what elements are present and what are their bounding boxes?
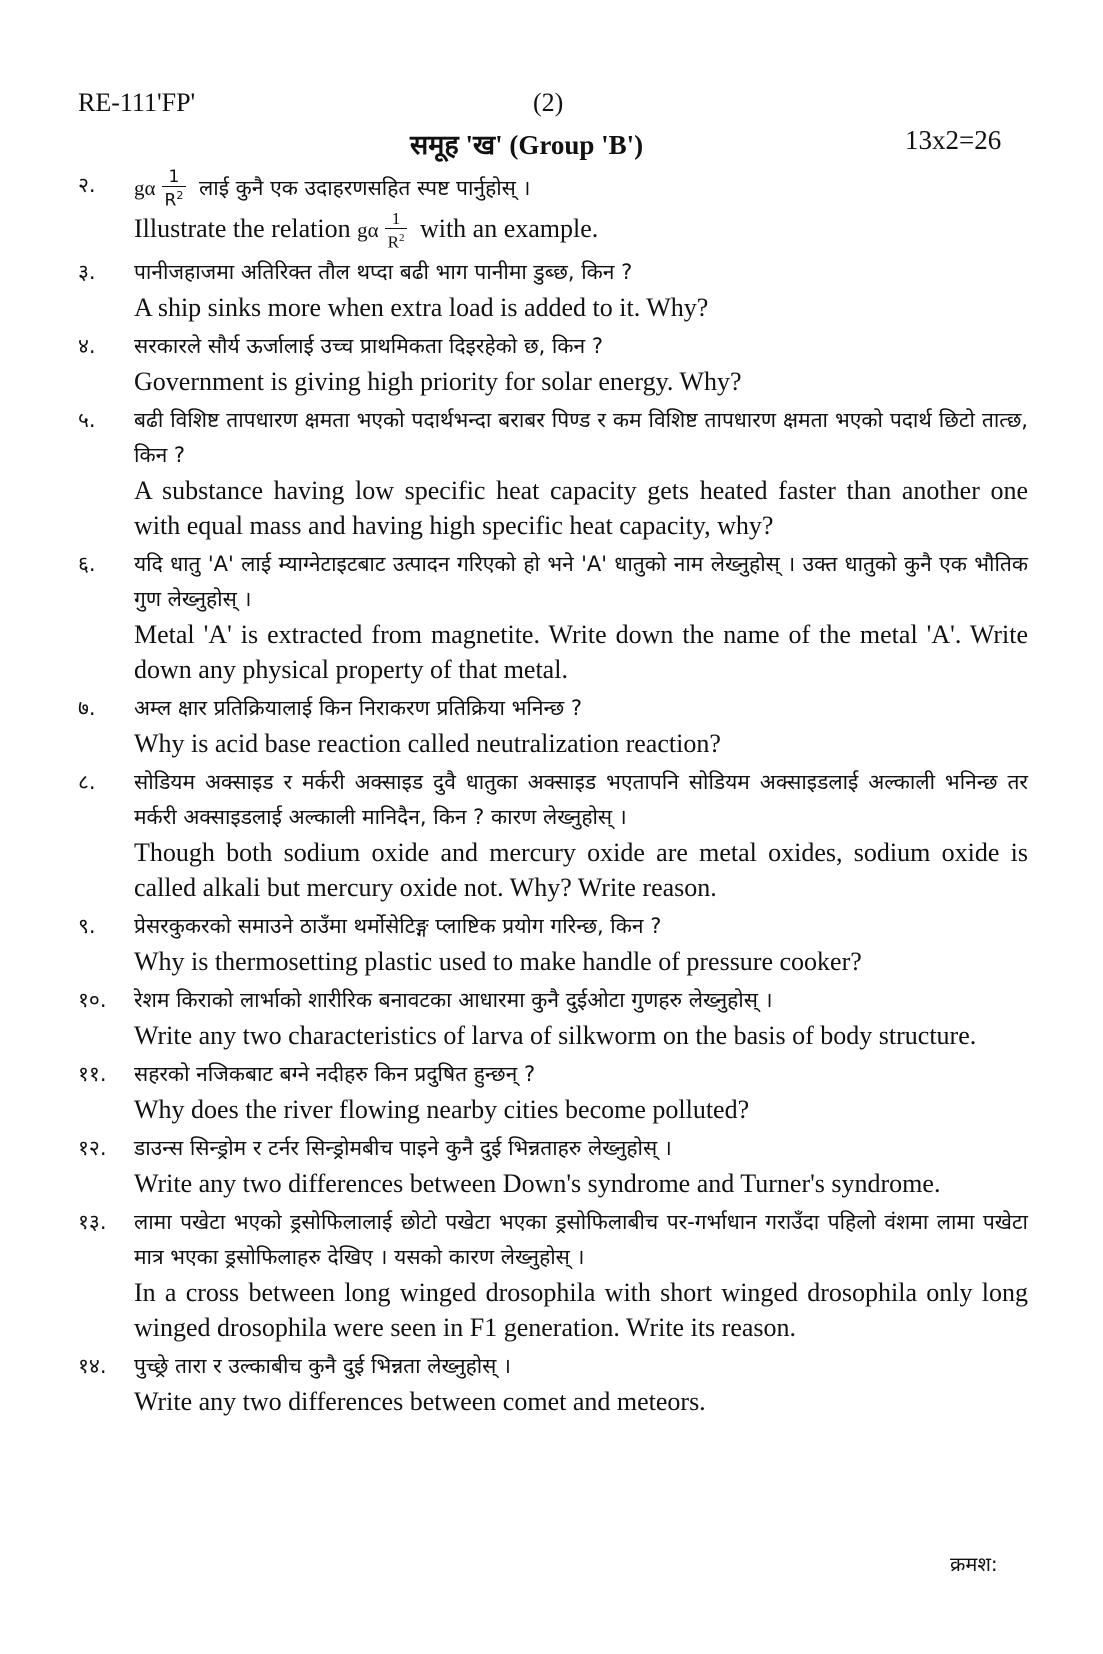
question-text-nepali: पानीजहाजमा अतिरिक्त तौल थप्दा बढी भाग पानीमा डुब्छ, किन ? (134, 260, 633, 285)
inverse-square-fraction (162, 168, 187, 210)
paper-code: RE-111'FP' (78, 88, 196, 117)
question-number: १०. (78, 988, 107, 1013)
question-text-nepali: बढी विशिष्ट तापधारण क्षमता भएको पदार्थभन्दा बराबर पिण्ड र कम विशिष्ट तापधारण क्षमता भएको पदार्थ छिटो तात्छ, किन ? (134, 408, 1028, 468)
question-text-english: A substance having low specific heat capacity gets heated faster than another one with equal mass and having high specific heat capacity, why? (134, 476, 1028, 541)
page-number: (2) (533, 88, 564, 117)
group-title: समूह 'ख' (Group 'B') (410, 130, 644, 160)
question-text-nepali: अम्ल क्षार प्रतिक्रियालाई किन निराकरण प्रतिक्रिया भनिन्छ ? (134, 696, 583, 721)
question-text-english (134, 210, 1028, 252)
question-number: ८. (78, 770, 96, 795)
question-number: ४. (78, 334, 96, 359)
question-text-english: Why is thermosetting plastic used to make handle of pressure cooker? (134, 947, 862, 977)
question-text-english: Government is giving high priority for solar energy. Why? (134, 367, 742, 397)
question-text-nepali: प्रेसरकुकरको समाउने ठाउँमा थर्मोसेटिङ्ग प्लाष्टिक प्रयोग गरिन्छ, किन ? (134, 914, 662, 939)
question-text-english-pre: Illustrate the relation (134, 213, 351, 243)
question-6 (78, 547, 1028, 687)
question-number: ९. (78, 914, 96, 939)
question-4 (78, 329, 1028, 399)
question-12 (78, 1131, 1028, 1201)
question-number: २. (78, 173, 96, 197)
question-text-nepali: डाउन्स सिन्ड्रोम र टर्नर सिन्ड्रोमबीच पाइने कुनै दुई भिन्नताहरु लेख्नुहोस् । (134, 1136, 672, 1161)
question-2 (78, 168, 1028, 251)
question-text-english: In a cross between long winged drosophila with short winged drosophila only long winged drosophila were seen in F1 generation. Write its reason. (134, 1278, 1028, 1343)
question-number: ५. (78, 408, 96, 433)
inverse-square-fraction-en (385, 210, 408, 252)
question-text-nepali: सहरको नजिकबाट बग्ने नदीहरु किन प्रदुषित हुन्छन् ? (134, 1062, 536, 1087)
marks-allocation: 13x2=26 (905, 125, 1002, 155)
question-list (78, 168, 1028, 1423)
fraction-denominator: $R^2$ (387, 231, 405, 252)
question-text-english: Write any two characteristics of larva of silkworm on the basis of body structure. (134, 1021, 977, 1051)
question-number: ११. (78, 1062, 107, 1087)
question-text-english: Metal 'A' is extracted from magnetite. Write down the name of the metal 'A'. Write down any physical property of that metal. (134, 620, 1028, 685)
question-text-english: Though both sodium oxide and mercury oxide are metal oxides, sodium oxide is called alkali but mercury oxide not. Why? Write reason. (134, 838, 1028, 903)
question-7 (78, 691, 1028, 761)
question-text-nepali: पुच्छ्रे तारा र उल्काबीच कुनै दुई भिन्नता लेख्नुहोस् । (134, 1354, 512, 1379)
question-text-nepali: यदि धातु 'A' लाई म्याग्नेटाइटबाट उत्पादन गरिएको हो भने 'A' धातुको नाम लेख्नुहोस् । उक्त धातुको कुनै एक भौतिक गुण लेख्नुहोस् । (134, 552, 1028, 612)
question-9 (78, 909, 1028, 979)
fraction-numerator: 1 (162, 168, 187, 187)
question-3 (78, 255, 1028, 325)
question-10 (78, 983, 1028, 1053)
question-14 (78, 1349, 1028, 1419)
question-text-nepali (134, 168, 1028, 210)
question-text-english: A ship sinks more when extra load is added to it. Why? (134, 293, 709, 323)
question-number: १३. (78, 1210, 107, 1235)
question-number: १४. (78, 1354, 107, 1379)
relation-symbol: gα (134, 175, 156, 200)
question-number: ७. (78, 696, 96, 721)
question-text-nepali: सरकारले सौर्य ऊर्जालाई उच्च प्राथमिकता दिइरहेको छ, किन ? (134, 334, 603, 359)
question-text-english: Why is acid base reaction called neutralization reaction? (134, 729, 721, 759)
question-text-english-post: with an example. (419, 213, 599, 243)
question-number: १२. (78, 1136, 107, 1161)
question-11 (78, 1057, 1028, 1127)
question-13 (78, 1205, 1028, 1345)
question-text-nepali-body: लाई कुनै एक उदाहरणसहित स्पष्ट पार्नुहोस् । (199, 175, 531, 200)
question-5 (78, 403, 1028, 543)
question-text-english: Why does the river flowing nearby cities become polluted? (134, 1095, 750, 1125)
question-text-nepali: लामा पखेटा भएको ड्रसोफिलालाई छोटो पखेटा भएका ड्रसोफिलाबीच पर-गर्भाधान गराउँदा पहिलो वंशमा लामा पखेटा मात्र भएका ड्रसोफिलाहरु देखिए । यसको कारण लेख्नुहोस् । (134, 1210, 1028, 1270)
fraction-denominator: $R^2$ (164, 189, 184, 211)
question-8 (78, 765, 1028, 905)
relation-symbol-en: gα (357, 217, 379, 242)
question-number: ३. (78, 260, 96, 285)
question-number: ६. (78, 552, 96, 577)
question-text-english: Write any two differences between Down's syndrome and Turner's syndrome. (134, 1169, 941, 1199)
question-text-nepali: सोडियम अक्साइड र मर्करी अक्साइड दुवै धातुका अक्साइड भएतापनि सोडियम अक्साइडलाई अल्काली भनिन्छ तर मर्करी अक्साइडलाई अल्काली मानिदैन, किन ? कारण लेख्नुहोस् । (134, 770, 1028, 830)
question-text-nepali: रेशम किराको लार्भाको शारीरिक बनावटका आधारमा कुनै दुईओटा गुणहरु लेख्नुहोस् । (134, 988, 773, 1013)
continued-label: क्रमश: (950, 1552, 998, 1576)
question-text-english: Write any two differences between comet and meteors. (134, 1387, 706, 1417)
fraction-numerator: 1 (385, 210, 408, 229)
